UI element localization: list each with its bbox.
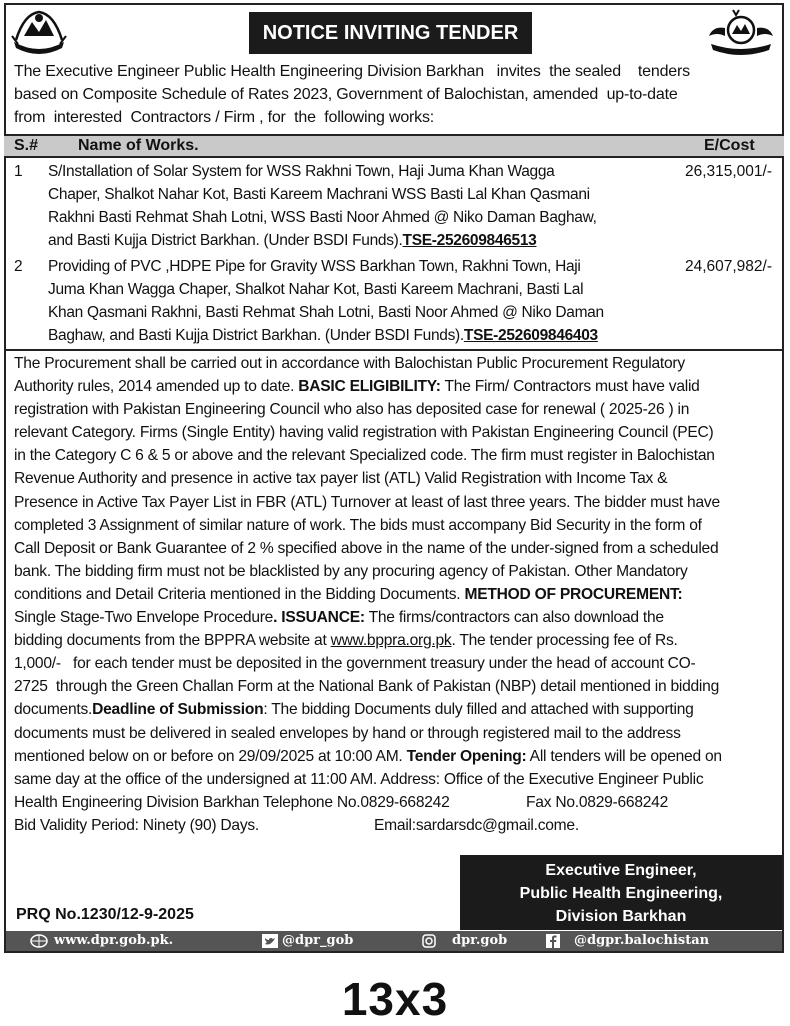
deadline-heading: Deadline of Submission (92, 701, 264, 719)
work-line: Juma Khan Wagga Chaper, Shalkot Nahar Kot, Basti Kareem Machrani, Basti Lal (48, 281, 584, 298)
bid-validity-text: Bid Validity Period: Ninety (90) Days. (14, 816, 260, 834)
row-cost: 24,607,982/- (684, 258, 772, 275)
row-cost: 26,315,001/- (684, 163, 772, 180)
telephone-text: Health Engineering Division Barkhan Telephone No.0829-668242 (14, 793, 450, 811)
body-line: All tenders will be opened on (526, 747, 722, 765)
signature-line: Division Barkhan (555, 908, 687, 925)
body-line: bank. The bidding firm must not be blacklisted by any procuring agency of Pakistan. Other Mandatory (14, 562, 688, 580)
tender-conditions (14, 352, 776, 837)
body-line: . The tender processing fee of Rs. (451, 632, 678, 650)
header-name-of-works: Name of Works. (78, 137, 199, 154)
body-line: Call Deposit or Bank Guarantee of 2 % specified above in the name of the under-signed from a scheduled (14, 539, 719, 557)
body-line: completed 3 Assignment of similar nature of work. The bids must accompany Bid Security in the form of (14, 516, 702, 534)
body-line: Authority rules, 2014 amended up to date. (14, 378, 299, 396)
body-line: Single Stage-Two Envelope Procedure (14, 609, 274, 627)
footer-bar (6, 931, 782, 951)
instagram-icon (422, 934, 436, 948)
body-line: registration with Pakistan Engineering Council who also has deposited case for renewal ( 2025-26 ) in (14, 401, 690, 419)
work-line: and Basti Kujja District Barkhan. (Under BSDI Funds). (48, 232, 403, 249)
row-work-description (48, 160, 658, 252)
body-line: The Procurement shall be carried out in accordance with Balochistan Public Procurement Regulatory (14, 355, 685, 372)
ad-size-code: 13x3 (341, 973, 449, 1025)
body-line: Revenue Authority and presence in active tax payer list (ATL) Valid Registration with Income Tax & (14, 470, 668, 488)
work-line: Providing of PVC ,HDPE Pipe for Gravity WSS Barkhan Town, Rakhni Town, Haji (48, 258, 581, 275)
body-line: same day at the office of the undersigned at 11:00 AM. Address: Office of the Executive Engineer Public (14, 770, 704, 788)
work-line: Rakhni Basti Rehmat Shah Lotni, WSS Basti Noor Ahmed @ Niko Daman Baghaw, (48, 209, 597, 226)
work-line: Baghaw, and Basti Kujja District Barkhan. (Under BSDI Funds). (48, 327, 464, 344)
intro-paragraph (14, 60, 774, 129)
body-line: The Firm/ Contractors must have valid (440, 378, 700, 396)
body-line: in the Category C 6 & 5 or above and the relevant Specialized code. The firm must register in Balochistan (14, 447, 715, 465)
footer-twitter[interactable]: @dpr_gob (282, 933, 354, 948)
tse-number: TSE-252609846513 (402, 232, 537, 249)
work-line: Chaper, Shalkot Nahar Kot, Basti Kareem Machrani WSS Basti Lal Khan Qasmani (48, 186, 590, 203)
section-divider (4, 349, 784, 351)
intro-line: from interested Contractors / Firm , for the following works: (14, 109, 435, 126)
header-estimated-cost: E/Cost (704, 137, 755, 154)
row-work-description (48, 255, 658, 347)
issuance-heading: . ISSUANCE: (273, 609, 365, 627)
body-line: documents. (14, 701, 93, 719)
signature-block (460, 855, 782, 930)
twitter-icon (262, 934, 278, 948)
body-line: : The bidding Documents duly filled and attached with supporting (263, 701, 694, 719)
work-line: S/Installation of Solar System for WSS Rakhni Town, Haji Juma Khan Wagga (48, 163, 555, 180)
intro-line: based on Composite Schedule of Rates 2023, Government of Balochistan, amended up-to-date (14, 86, 678, 103)
body-line: mentioned below on or before on 29/09/2025 at 10:00 AM. (14, 747, 407, 765)
body-line: The firms/contractors can also download the (364, 609, 664, 627)
body-line: 1,000/- for each tender must be deposited in the government treasury under the head of account CO- (14, 655, 696, 673)
body-line: conditions and Detail Criteria mentioned in the Bidding Documents. (14, 585, 465, 603)
works-table-header (4, 134, 784, 158)
basic-eligibility-heading: BASIC ELIGIBILITY: (298, 378, 441, 396)
fax-text: Fax No.0829-668242 (526, 793, 669, 811)
bppra-website-link[interactable]: www.bppra.org.pk (330, 632, 452, 650)
body-line: 2725 through the Green Challan Form at the National Bank of Pakistan (NBP) detail mentioned in bidding (14, 678, 719, 696)
footer-instagram[interactable]: dpr.gob (452, 933, 508, 948)
body-line: documents must be delivered in sealed envelopes by hand or through registered mail to the address (14, 724, 681, 742)
balochistan-emblem-icon (10, 6, 68, 56)
work-line: Khan Qasmani Rakhni, Basti Rehmat Shah Lotni, Basti Noor Ahmed @ Niko Daman (48, 304, 604, 321)
row-sno: 2 (14, 258, 23, 275)
department-emblem-icon (703, 6, 779, 56)
body-line: bidding documents from the BPPRA website at (14, 632, 331, 650)
facebook-icon (546, 934, 560, 948)
method-of-procurement-heading: METHOD OF PROCUREMENT: (464, 585, 683, 603)
signature-line: Public Health Engineering, (519, 885, 723, 902)
header-sno: S.# (14, 137, 39, 154)
body-line: Presence in Active Tax Payer List in FBR (ATL) Turnover at least of last three years. The bidder must have (14, 493, 720, 511)
tender-opening-heading: Tender Opening: (406, 747, 527, 765)
globe-icon (30, 934, 48, 948)
body-line: relevant Category. Firms (Single Entity) having valid registration with Pakistan Engineering Council (PEC) (14, 424, 714, 442)
footer-facebook[interactable]: @dgpr.balochistan (574, 933, 710, 948)
row-sno: 1 (14, 163, 23, 180)
signature-line: Executive Engineer, (545, 862, 697, 879)
prq-number: PRQ No.1230/12-9-2025 (16, 906, 194, 923)
intro-line: The Executive Engineer Public Health Engineering Division Barkhan invites the sealed tenders (14, 63, 690, 80)
notice-title: NOTICE INVITING TENDER (249, 12, 532, 54)
email-text: Email:sardarsdc@gmail.come. (374, 816, 579, 834)
tse-number: TSE-252609846403 (463, 327, 598, 344)
footer-website[interactable]: www.dpr.gob.pk. (54, 933, 174, 948)
